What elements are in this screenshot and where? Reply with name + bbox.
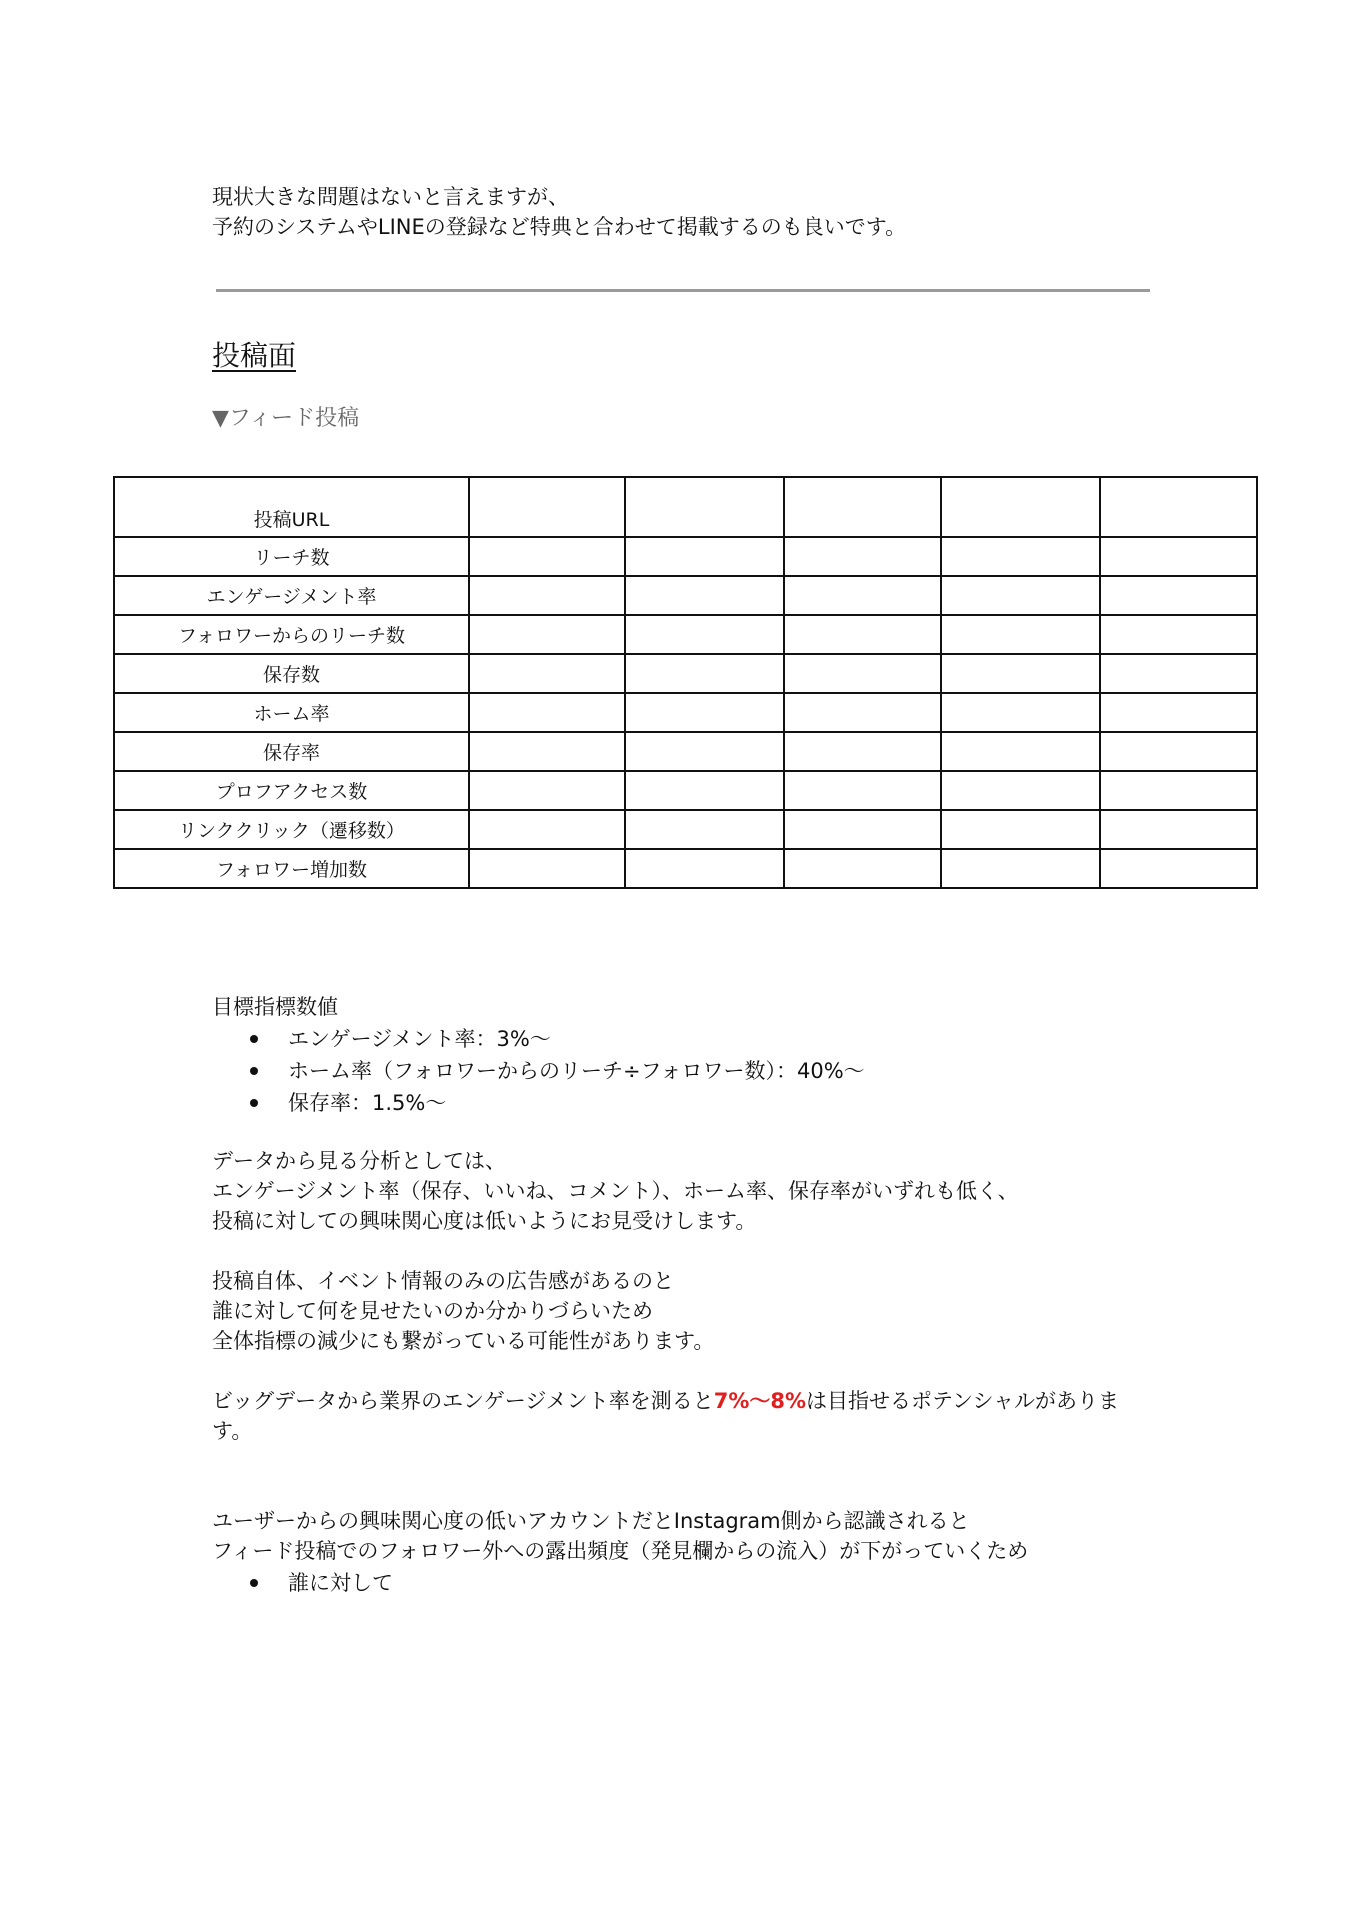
value-cell bbox=[941, 477, 1100, 537]
feed-post-subheading: ▼フィード投稿 bbox=[212, 406, 360, 431]
intro-line-2: 予約のシステムやLINEの登録など特典と合わせて掲載するのも良いです。 bbox=[212, 215, 907, 239]
targets-list bbox=[250, 1023, 865, 1119]
value-cell bbox=[625, 849, 784, 888]
value-cell bbox=[469, 537, 625, 576]
table-row bbox=[114, 732, 1257, 771]
bullet-icon bbox=[250, 1099, 258, 1107]
value-cell bbox=[941, 537, 1100, 576]
row-label-cell: 保存数 bbox=[114, 654, 469, 693]
row-label-cell: エンゲージメント率 bbox=[114, 576, 469, 615]
row-label-cell: リンククリック（遷移数） bbox=[114, 810, 469, 849]
value-cell bbox=[1100, 537, 1257, 576]
value-cell bbox=[941, 732, 1100, 771]
value-cell bbox=[625, 615, 784, 654]
value-cell bbox=[941, 615, 1100, 654]
value-cell bbox=[469, 576, 625, 615]
table-row bbox=[114, 576, 1257, 615]
bullet-icon bbox=[250, 1067, 258, 1075]
value-cell bbox=[1100, 615, 1257, 654]
value-cell bbox=[784, 576, 941, 615]
table-row bbox=[114, 477, 1257, 537]
list-item bbox=[250, 1023, 865, 1055]
row-label-cell: 保存率 bbox=[114, 732, 469, 771]
value-cell bbox=[784, 849, 941, 888]
targets-title: 目標指標数値 bbox=[212, 995, 338, 1019]
analysis-line-1: データから見る分析としては、 bbox=[212, 1149, 506, 1173]
value-cell bbox=[941, 771, 1100, 810]
value-cell bbox=[1100, 810, 1257, 849]
value-cell bbox=[784, 477, 941, 537]
user-interest-list bbox=[250, 1567, 393, 1599]
value-cell bbox=[469, 693, 625, 732]
value-cell bbox=[625, 477, 784, 537]
value-cell bbox=[784, 771, 941, 810]
value-cell bbox=[784, 615, 941, 654]
row-label-cell: ホーム率 bbox=[114, 693, 469, 732]
user-interest-line-1: ユーザーからの興味関心度の低いアカウントだとInstagram側から認識されると bbox=[212, 1509, 970, 1533]
issues-line-1: 投稿自体、イベント情報のみの広告感があるのと bbox=[212, 1269, 674, 1293]
bigdata-line bbox=[212, 1386, 1119, 1416]
row-label-cell: 投稿URL bbox=[114, 477, 469, 537]
value-cell bbox=[625, 732, 784, 771]
list-item bbox=[250, 1087, 865, 1119]
value-cell bbox=[1100, 693, 1257, 732]
list-item-text: ホーム率（フォロワーからのリーチ÷フォロワー数）：40%～ bbox=[288, 1059, 865, 1083]
value-cell bbox=[625, 654, 784, 693]
value-cell bbox=[1100, 732, 1257, 771]
value-cell bbox=[469, 810, 625, 849]
value-cell bbox=[784, 654, 941, 693]
value-cell bbox=[469, 849, 625, 888]
value-cell bbox=[469, 477, 625, 537]
value-cell bbox=[941, 849, 1100, 888]
analysis-line-3: 投稿に対しての興味関心度は低いようにお見受けします。 bbox=[212, 1209, 757, 1233]
intro-line-1: 現状大きな問題はないと言えますが、 bbox=[212, 185, 569, 209]
value-cell bbox=[1100, 849, 1257, 888]
metrics-table bbox=[113, 476, 1258, 889]
value-cell bbox=[625, 576, 784, 615]
list-item-text: 誰に対して bbox=[288, 1571, 393, 1595]
value-cell bbox=[784, 732, 941, 771]
value-cell bbox=[469, 615, 625, 654]
value-cell bbox=[941, 810, 1100, 849]
table-row bbox=[114, 615, 1257, 654]
value-cell bbox=[469, 771, 625, 810]
value-cell bbox=[1100, 477, 1257, 537]
bigdata-text-before: ビッグデータから業界のエンゲージメント率を測ると bbox=[212, 1389, 714, 1413]
row-label-cell: プロフアクセス数 bbox=[114, 771, 469, 810]
value-cell bbox=[625, 810, 784, 849]
value-cell bbox=[784, 693, 941, 732]
bigdata-text-after: は目指せるポテンシャルがありま bbox=[806, 1389, 1120, 1413]
table-row bbox=[114, 693, 1257, 732]
row-label-cell: リーチ数 bbox=[114, 537, 469, 576]
table-row bbox=[114, 849, 1257, 888]
table-row bbox=[114, 771, 1257, 810]
section-heading: 投稿面 bbox=[212, 339, 297, 372]
value-cell bbox=[1100, 771, 1257, 810]
bullet-icon bbox=[250, 1579, 258, 1587]
user-interest-line-2: フィード投稿でのフォロワー外への露出頻度（発見欄からの流入）が下がっていくため bbox=[212, 1539, 1029, 1563]
value-cell bbox=[625, 537, 784, 576]
issues-line-3: 全体指標の減少にも繋がっている可能性があります。 bbox=[212, 1329, 715, 1353]
analysis-line-2: エンゲージメント率（保存、いいね、コメント）、ホーム率、保存率がいずれも低く、 bbox=[212, 1179, 1019, 1203]
table-row bbox=[114, 537, 1257, 576]
value-cell bbox=[784, 537, 941, 576]
issues-line-2: 誰に対して何を見せたいのか分かりづらいため bbox=[212, 1299, 653, 1323]
value-cell bbox=[469, 654, 625, 693]
table-row bbox=[114, 654, 1257, 693]
list-item-text: 保存率：1.5%～ bbox=[288, 1091, 447, 1115]
highlight-value: 7%～8% bbox=[713, 1389, 807, 1413]
value-cell bbox=[941, 693, 1100, 732]
value-cell bbox=[469, 732, 625, 771]
value-cell bbox=[625, 771, 784, 810]
bullet-icon bbox=[250, 1035, 258, 1043]
table-row bbox=[114, 810, 1257, 849]
bigdata-line-wrap: す。 bbox=[212, 1419, 253, 1443]
row-label-cell: フォロワー増加数 bbox=[114, 849, 469, 888]
row-label-cell: フォロワーからのリーチ数 bbox=[114, 615, 469, 654]
list-item-text: エンゲージメント率：3%～ bbox=[288, 1027, 551, 1051]
list-item bbox=[250, 1567, 393, 1599]
list-item bbox=[250, 1055, 865, 1087]
value-cell bbox=[941, 576, 1100, 615]
value-cell bbox=[1100, 576, 1257, 615]
value-cell bbox=[784, 810, 941, 849]
horizontal-divider bbox=[216, 289, 1150, 292]
value-cell bbox=[1100, 654, 1257, 693]
value-cell bbox=[625, 693, 784, 732]
value-cell bbox=[941, 654, 1100, 693]
